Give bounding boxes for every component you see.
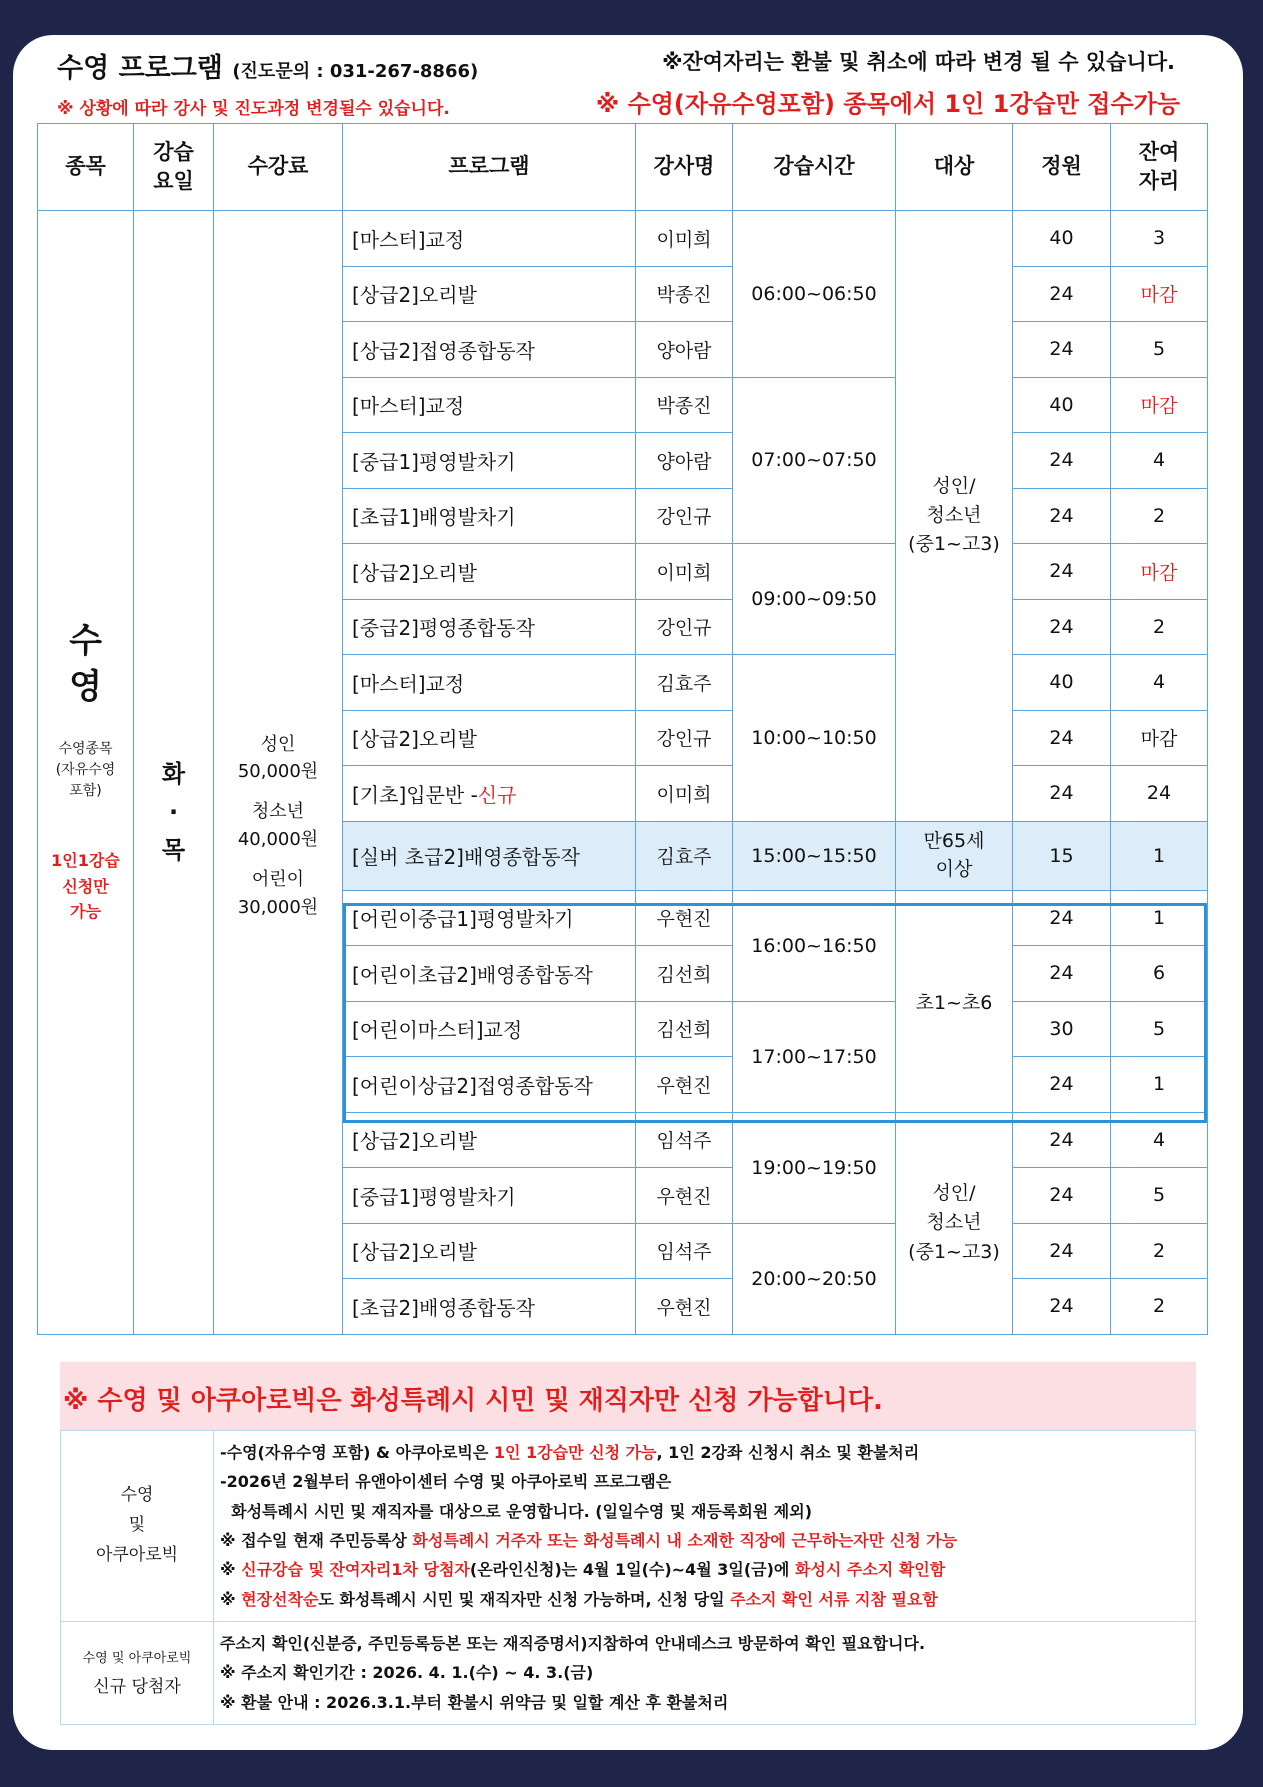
capacity: 24 <box>1013 599 1111 655</box>
eligibility-banner: ※ 수영 및 아쿠아로빅은 화성특례시 시민 및 재직자만 신청 가능합니다. <box>60 1362 1196 1430</box>
instructor-name: 우현진 <box>636 1168 733 1224</box>
col-target: 대상 <box>896 124 1013 211</box>
capacity: 24 <box>1013 433 1111 489</box>
target-cell: 만65세 이상 <box>896 821 1013 890</box>
instructor-name: 강인규 <box>636 599 733 655</box>
table-row <box>38 211 1208 267</box>
remaining: 마감 <box>1111 377 1208 433</box>
day-cell <box>134 211 214 1335</box>
capacity: 40 <box>1013 655 1111 711</box>
title-text: 수영 프로그램 <box>57 53 223 84</box>
program-name: [어린이상급2]접영종합동작 <box>343 1057 636 1113</box>
instructor-name: 김효주 <box>636 821 733 890</box>
remaining: 2 <box>1111 599 1208 655</box>
info-line: 화성특례시 시민 및 재직자를 대상으로 운영합니다. (일일수영 및 재등록회원 제외) <box>220 1501 813 1521</box>
instructor-name: 김효주 <box>636 655 733 711</box>
remaining: 4 <box>1111 433 1208 489</box>
program-name: [기초]입문반 -신규 <box>343 766 636 822</box>
subject-desc: 수영종목 (자유수영 포함) <box>55 741 116 800</box>
program-name: [상급2]오리발 <box>343 266 636 322</box>
col-capacity: 정원 <box>1013 124 1111 211</box>
capacity: 15 <box>1013 821 1111 890</box>
instructor-name: 우현진 <box>636 890 733 946</box>
info-line: -2026년 2월부터 유앤아이센터 수영 및 아쿠아로빅 프로그램은 <box>220 1472 672 1492</box>
info-table <box>60 1430 1196 1725</box>
remaining: 마감 <box>1111 544 1208 600</box>
program-name: [어린이초급2]배영종합동작 <box>343 946 636 1002</box>
instructor-name: 이미희 <box>636 544 733 600</box>
vacancy-notice: ※잔여자리는 환불 및 취소에 따라 변경 될 수 있습니다. <box>662 50 1175 74</box>
info-body <box>214 1622 1196 1725</box>
fee-list: 성인 50,000원 청소년 40,000원 어린이 30,000원 <box>237 733 319 919</box>
col-day: 강습 요일 <box>134 124 214 211</box>
program-name: [마스터]교정 <box>343 377 636 433</box>
instructor-name: 우현진 <box>636 1057 733 1113</box>
header-row <box>38 124 1208 211</box>
program-name: [초급2]배영종합동작 <box>343 1279 636 1335</box>
info-line: 주소지 확인(신분증, 주민등록등본 또는 재직증명서)지참하여 안내데스크 방문하여 확인 필요합니다. <box>220 1633 926 1653</box>
program-name: [상급2]오리발 <box>343 544 636 600</box>
capacity: 24 <box>1013 1168 1111 1224</box>
instructor-name: 임석주 <box>636 1112 733 1168</box>
capacity: 24 <box>1013 1223 1111 1279</box>
lesson-time: 16:00~16:50 <box>733 890 896 1001</box>
program-name: [중급1]평영발차기 <box>343 433 636 489</box>
instructor-name: 우현진 <box>636 1279 733 1335</box>
info-label: 수영 및 아쿠아로빅 <box>61 1431 214 1622</box>
program-name: [마스터]교정 <box>343 211 636 267</box>
capacity: 24 <box>1013 266 1111 322</box>
capacity: 24 <box>1013 1057 1111 1113</box>
program-name: [상급2]오리발 <box>343 710 636 766</box>
info-line: ※ 환불 안내 : 2026.3.1.부터 환불시 위약금 및 일할 계산 후 환불처리 <box>220 1692 729 1712</box>
lesson-days: 화 · 목 <box>161 759 186 865</box>
instructor-name: 강인규 <box>636 488 733 544</box>
remaining: 2 <box>1111 488 1208 544</box>
col-program: 프로그램 <box>343 124 636 211</box>
col-instructor: 강사명 <box>636 124 733 211</box>
instructor-name: 박종진 <box>636 377 733 433</box>
instructor-name: 김선희 <box>636 1001 733 1057</box>
instructor-name: 박종진 <box>636 266 733 322</box>
lesson-time: 10:00~10:50 <box>733 655 896 822</box>
program-name: [상급2]오리발 <box>343 1112 636 1168</box>
target-cell: 초1~초6 <box>896 890 1013 1112</box>
program-name: [중급2]평영종합동작 <box>343 599 636 655</box>
capacity: 24 <box>1013 946 1111 1002</box>
capacity: 24 <box>1013 710 1111 766</box>
instructor-name: 임석주 <box>636 1223 733 1279</box>
info-row <box>61 1622 1196 1725</box>
instructor-change-note: ※ 상황에 따라 강사 및 진도과정 변경될수 있습니다. <box>57 99 450 119</box>
capacity: 24 <box>1013 544 1111 600</box>
instructor-name: 김선희 <box>636 946 733 1002</box>
instructor-name: 이미희 <box>636 766 733 822</box>
program-name: [초급1]배영발차기 <box>343 488 636 544</box>
info-line: ※ 신규강습 및 잔여자리1차 당첨자(온라인신청)는 4월 1일(수)~4월 3일(금)에 화성시 주소지 확인함 <box>220 1560 946 1580</box>
remaining: 24 <box>1111 766 1208 822</box>
info-body <box>214 1431 1196 1622</box>
info-line: ※ 현장선착순도 화성특례시 시민 및 재직자만 신청 가능하며, 신청 당일 주소지 확인 서류 지참 필요함 <box>220 1589 938 1609</box>
info-row <box>61 1431 1196 1622</box>
remaining: 1 <box>1111 890 1208 946</box>
program-name: [중급1]평영발차기 <box>343 1168 636 1224</box>
info-line: ※ 접수일 현재 주민등록상 화성특례시 거주자 또는 화성특례시 내 소재한 직장에 근무하는자만 신청 가능 <box>220 1531 958 1550</box>
info-line: ※ 주소지 확인기간 : 2026. 4. 1.(수) ~ 4. 3.(금) <box>220 1663 594 1683</box>
info-line: -수영(자유수영 포함) & 아쿠아로빅은 1인 1강습만 신청 가능, 1인 2강좌 신청시 취소 및 환불처리 <box>220 1442 920 1462</box>
capacity: 40 <box>1013 377 1111 433</box>
remaining: 4 <box>1111 1112 1208 1168</box>
page-title <box>57 46 478 85</box>
program-name: [상급2]오리발 <box>343 1223 636 1279</box>
col-remaining: 잔여 자리 <box>1111 124 1208 211</box>
remaining: 4 <box>1111 655 1208 711</box>
program-name: [상급2]접영종합동작 <box>343 322 636 378</box>
remaining: 5 <box>1111 1001 1208 1057</box>
lesson-time: 09:00~09:50 <box>733 544 896 655</box>
target-cell: 성인/ 청소년 (중1~고3) <box>896 1112 1013 1334</box>
lesson-time: 06:00~06:50 <box>733 211 896 378</box>
instructor-name: 강인규 <box>636 710 733 766</box>
col-subject: 종목 <box>38 124 134 211</box>
info-label: 수영 및 아쿠아로빅 신규 당첨자 <box>61 1622 214 1725</box>
lesson-time: 17:00~17:50 <box>733 1001 896 1112</box>
capacity: 24 <box>1013 1279 1111 1335</box>
lesson-time: 19:00~19:50 <box>733 1112 896 1223</box>
target-cell: 성인/ 청소년 (중1~고3) <box>896 211 1013 822</box>
col-time: 강습시간 <box>733 124 896 211</box>
program-name: [어린이마스터]교정 <box>343 1001 636 1057</box>
remaining: 2 <box>1111 1279 1208 1335</box>
lesson-time: 15:00~15:50 <box>733 821 896 890</box>
remaining: 6 <box>1111 946 1208 1002</box>
lesson-time: 20:00~20:50 <box>733 1223 896 1334</box>
subject-name: 수 영 <box>69 621 102 708</box>
capacity: 40 <box>1013 211 1111 267</box>
instructor-name: 이미희 <box>636 211 733 267</box>
instructor-name: 양아람 <box>636 433 733 489</box>
subject-cell <box>38 211 134 1335</box>
capacity: 24 <box>1013 488 1111 544</box>
one-lesson-notice: ※ 수영(자유수영포함) 종목에서 1인 1강습만 접수가능 <box>595 90 1180 118</box>
subject-limit-note: 1인1강습 신청만 가능 <box>51 851 120 922</box>
remaining: 3 <box>1111 211 1208 267</box>
remaining: 1 <box>1111 821 1208 890</box>
lesson-time: 07:00~07:50 <box>733 377 896 544</box>
program-name: [어린이중급1]평영발차기 <box>343 890 636 946</box>
capacity: 24 <box>1013 322 1111 378</box>
fee-cell <box>214 211 343 1335</box>
schedule-table <box>37 123 1208 1335</box>
remaining: 2 <box>1111 1223 1208 1279</box>
new-badge: 신규 <box>477 782 517 807</box>
remaining: 마감 <box>1111 710 1208 766</box>
contact-info: (진도문의 : 031-267-8866) <box>232 61 479 82</box>
capacity: 24 <box>1013 890 1111 946</box>
capacity: 24 <box>1013 1112 1111 1168</box>
remaining: 5 <box>1111 322 1208 378</box>
remaining: 마감 <box>1111 266 1208 322</box>
program-name: [실버 초급2]배영종합동작 <box>343 821 636 890</box>
capacity: 24 <box>1013 766 1111 822</box>
col-fee: 수강료 <box>214 124 343 211</box>
program-name: [마스터]교정 <box>343 655 636 711</box>
remaining: 5 <box>1111 1168 1208 1224</box>
instructor-name: 양아람 <box>636 322 733 378</box>
capacity: 30 <box>1013 1001 1111 1057</box>
remaining: 1 <box>1111 1057 1208 1113</box>
